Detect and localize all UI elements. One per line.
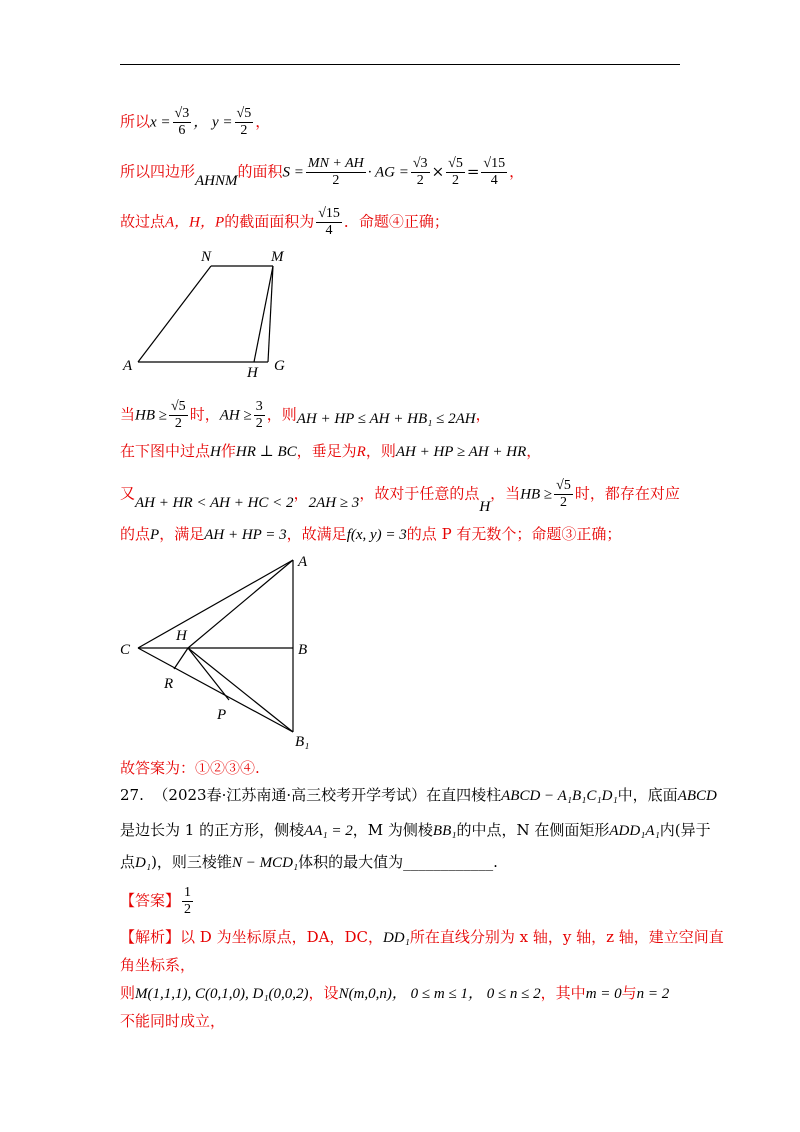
label-B: B: [298, 642, 308, 658]
solution-line-3: 故过点A，H，P的截面面积为 $\frac{√15}{4}$ ．命题④正确；: [120, 206, 449, 238]
label-G: G: [274, 358, 285, 374]
fraction: $\frac{√15}{4}$: [318, 206, 340, 238]
label-M: M: [271, 249, 284, 265]
header-rule: [120, 64, 680, 65]
label-H: H: [247, 365, 258, 381]
answer-line: 故答案为：①②③④.: [120, 759, 260, 777]
analysis-line-4: 不能同时成立，: [120, 1012, 226, 1030]
label-B1: B₁: [295, 734, 310, 750]
label-H: H: [176, 628, 187, 644]
label-R: R: [164, 676, 174, 692]
answer-fraction: $\frac{1}{2}$: [184, 885, 192, 917]
label-N: N: [201, 249, 212, 265]
math: S =: [282, 164, 304, 181]
analysis-line-3: 则M(1,1,1), C(0,1,0), D₁(0,0,2)，设N(m,0,n)， 0 ≤ m ≤ 1， 0 ≤ n ≤ 2，其中m = 0与n = 2: [120, 984, 670, 1002]
question-27-line-1: 27. （2023春·江苏南通·高三校考开学考试）在直四棱柱ABCD − A₁B₁C₁D₁中，底面ABCD: [120, 786, 717, 804]
fraction: $\frac{MN + AH}{2}$: [307, 156, 364, 188]
text: 所以四边形: [120, 162, 196, 181]
math: x =: [150, 114, 171, 131]
analysis-line-2: 角坐标系，: [120, 956, 196, 974]
fraction: $\frac{√5}{2}$: [171, 399, 186, 431]
trapezoid-figure: [115, 244, 305, 384]
analysis-tag: 【解析】: [120, 928, 181, 946]
solution-line-5: 在下图中过点H作HR ⊥ BC，垂足为R，则AH + HP ≥ AH + HR，: [120, 442, 542, 460]
fraction: $\frac{√3}{6}$: [174, 106, 190, 138]
math: AHNM: [195, 172, 238, 189]
fraction: $\frac{√5}{2}$: [236, 106, 252, 138]
solution-line-4: 当HB ≥ $\frac{√5}{2}$ 时，AH ≥ $\frac{3}{2}$ ，则AH + HP ≤ AH + HB₁ ≤ 2AH，: [120, 399, 491, 431]
math: · AG =: [367, 164, 409, 181]
fraction: $\frac{√3}{2}$: [412, 156, 428, 188]
solution-line-7: 的点P，满足AH + HP = 3，故满足f(x, y) = 3的点 P 有无数个；命题③正确；: [120, 525, 622, 543]
analysis-line-1: 【解析】以 D 为坐标原点，DA，DC，DD₁所在直线分别为 x 轴，y 轴，z 轴，建立空间直: [120, 928, 724, 946]
solution-line-2: 所以四边形AHNM的面积S = $\frac{MN + AH}{2}$ · AG = $\frac{√3}{2}$ × $\frac{√5}{2}$ = $\frac{√15}{4}$ ，: [120, 156, 525, 189]
answer-tag: 【答案】: [120, 891, 181, 910]
solution-line-6: 又AH + HR < AH + HC < 2，2AH ≥ 3，故对于任意的点H，当HB ≥ $\frac{√5}{2}$ 时，都存在对应: [120, 478, 680, 515]
question-27-line-2: 是边长为 1 的正方形，侧棱AA₁ = 2，M 为侧棱BB₁的中点，N 在侧面矩形ADD₁A₁内(异于: [120, 821, 711, 839]
answer-block: [120, 885, 195, 918]
math: ， y =: [193, 114, 233, 131]
label-C: C: [120, 642, 131, 658]
label-P: P: [217, 707, 227, 723]
fraction: $\frac{√15}{4}$: [483, 156, 506, 188]
label-A: A: [298, 554, 308, 570]
solution-line-1: 所以x = $\frac{√3}{6}$ ， y = $\frac{√5}{2}$ ，: [120, 106, 271, 138]
fraction: $\frac{3}{2}$: [255, 399, 263, 431]
text: 的面积: [237, 162, 283, 181]
fraction: $\frac{√5}{2}$: [556, 478, 571, 510]
triangle-figure: [115, 548, 325, 753]
text: 所以: [120, 112, 151, 131]
question-27-line-3: 点D₁)，则三棱锥N − MCD₁体积的最大值为____________.: [120, 853, 498, 871]
label-A: A: [123, 358, 133, 374]
fraction: $\frac{√5}{2}$: [448, 156, 463, 188]
